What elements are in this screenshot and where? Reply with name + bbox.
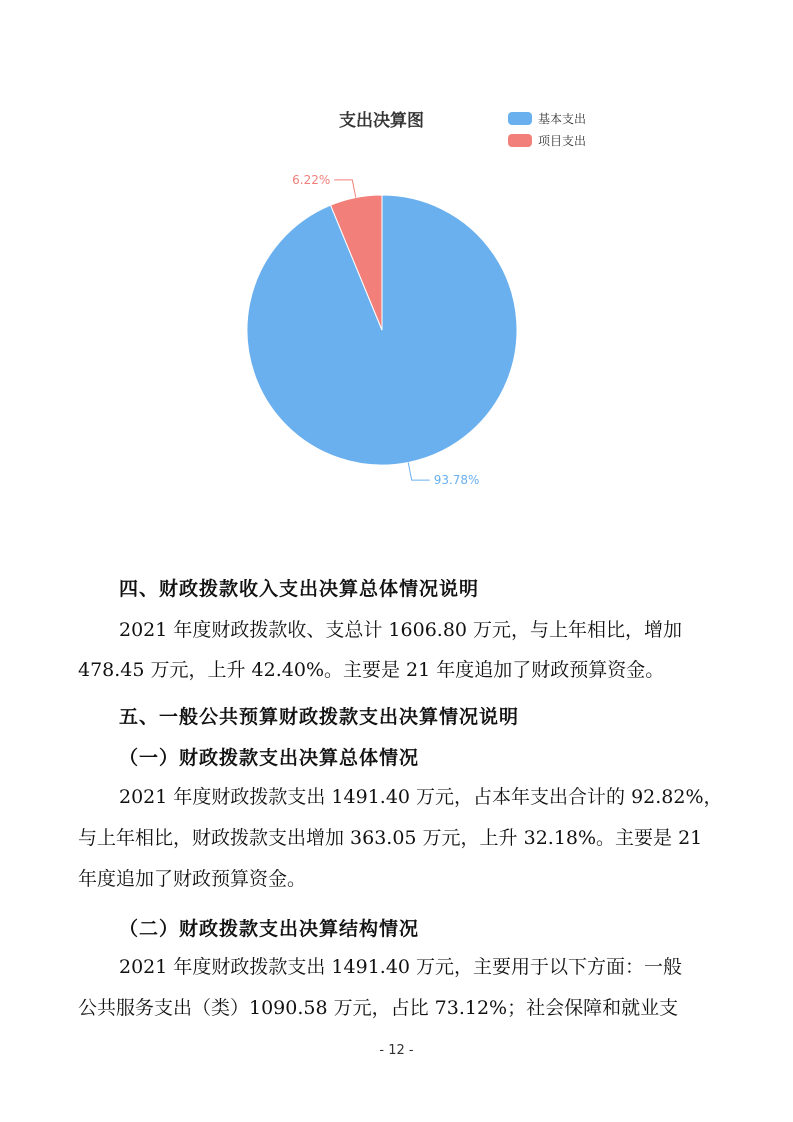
section-heading-5: 五、一般公共预算财政拨款支出决算情况说明 <box>119 706 520 728</box>
subsection-heading-5-2: （二）财政拨款支出决算结构情况 <box>119 918 420 940</box>
legend-label-project: 项目支出 <box>538 133 587 148</box>
paragraph-5-2-line-1: 2021 年度财政拨款支出 1491.40 万元，主要用于以下方面：一般 <box>119 956 683 978</box>
data-label-basic: 93.78% <box>433 473 480 488</box>
paragraph-5-1-line-3: 年度追加了财政预算资金。 <box>78 868 307 890</box>
pie-svg <box>0 0 793 540</box>
paragraph-5-2-line-2: 公共服务支出（类）1090.58 万元，占比 73.12%；社会保障和就业支 <box>78 997 679 1019</box>
paragraph-5-1-line-1: 2021 年度财政拨款支出 1491.40 万元，占本年支出合计的 92.82%， <box>119 786 723 808</box>
chart-title: 支出决算图 <box>339 111 424 131</box>
paragraph-5-1-line-2: 与上年相比，财政拨款支出增加 363.05 万元，上升 32.18%。主要是 21 <box>78 827 703 849</box>
section-heading-4: 四、财政拨款收入支出决算总体情况说明 <box>119 578 480 600</box>
legend-label-basic: 基本支出 <box>538 111 587 126</box>
leader-line-basic <box>408 462 429 480</box>
data-label-project: 6.22% <box>292 172 331 187</box>
leader-line-project <box>334 180 355 198</box>
subsection-heading-5-1: （一）财政拨款支出决算总体情况 <box>119 747 420 769</box>
paragraph-4-line-1: 2021 年度财政拨款收、支总计 1606.80 万元，与上年相比，增加 <box>119 619 683 641</box>
paragraph-4-line-2: 478.45 万元，上升 42.40%。主要是 21 年度追加了财政预算资金。 <box>78 659 665 681</box>
pie-chart <box>0 0 793 540</box>
page-number: - 12 - <box>379 1043 414 1058</box>
